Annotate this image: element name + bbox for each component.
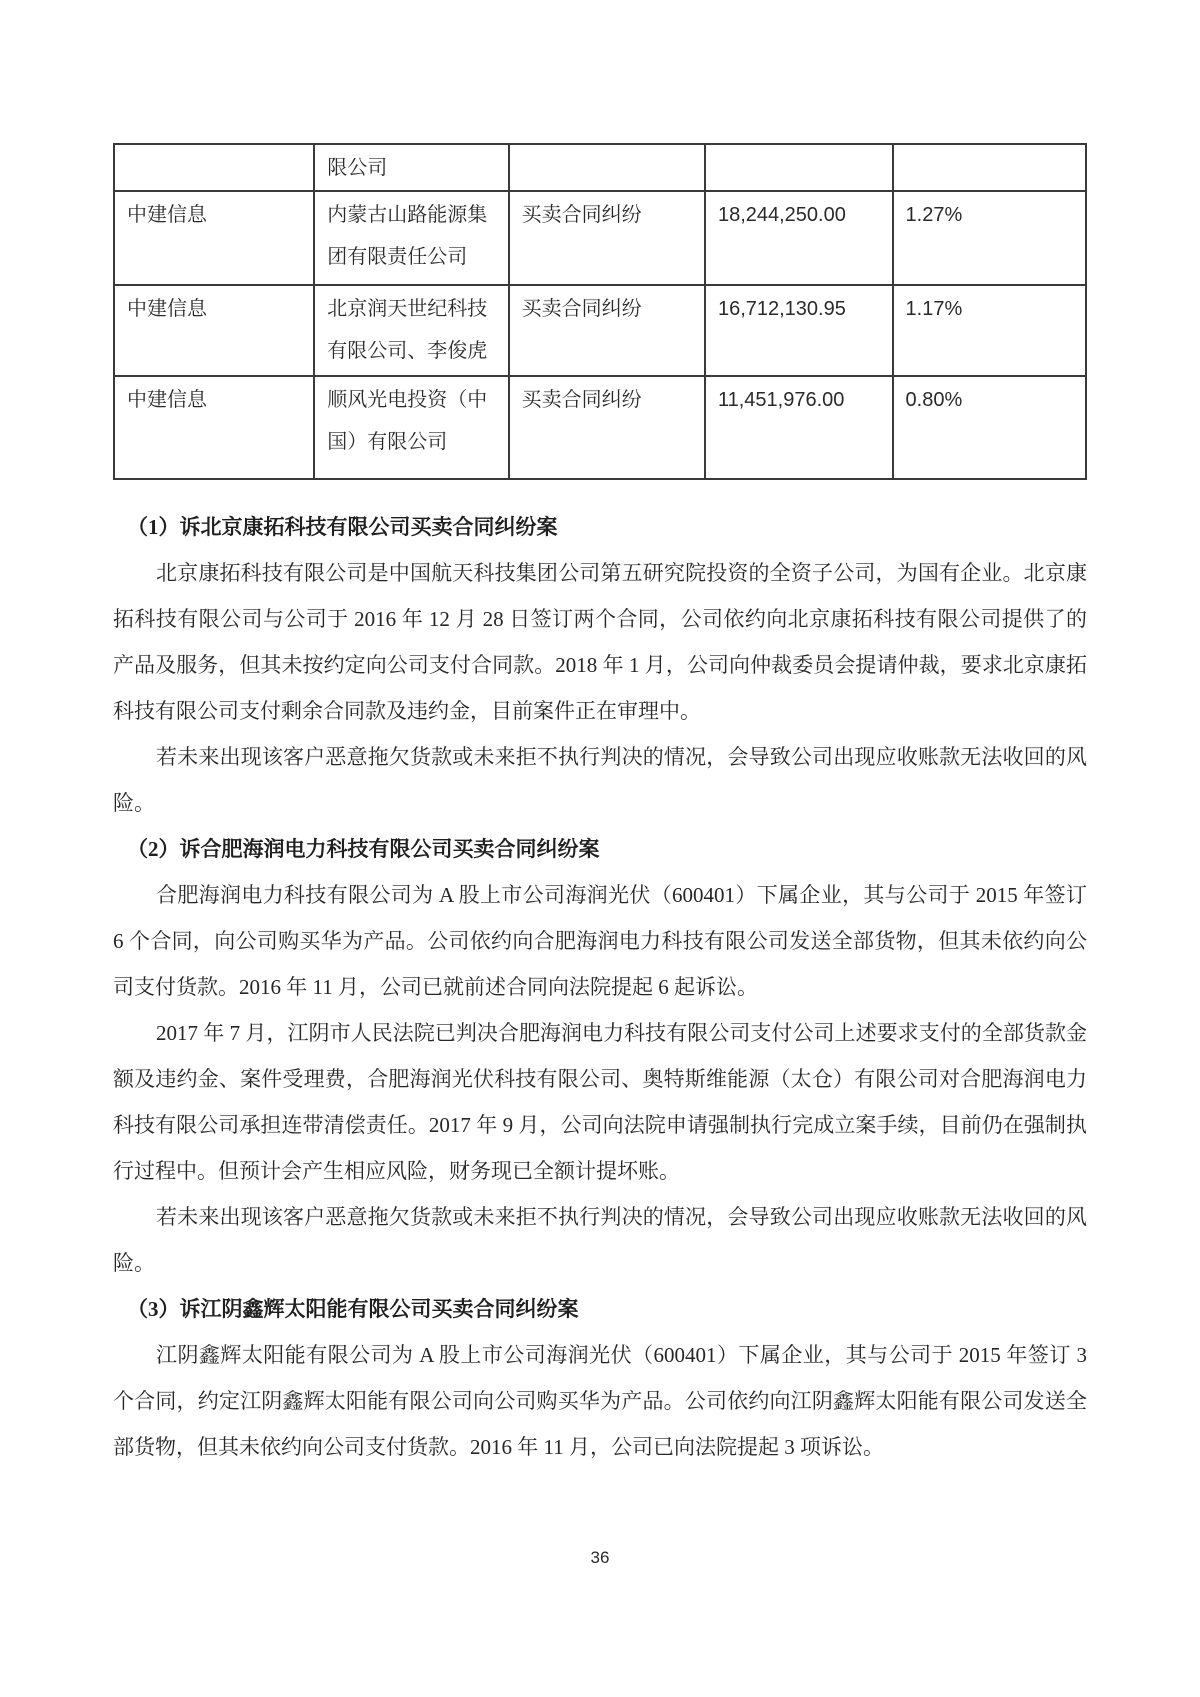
cell-percentage: 0.80% [893,376,1086,479]
table-row [114,144,1086,191]
cell-amount: 16,712,130.95 [705,285,893,376]
cell-dispute-type: 买卖合同纠纷 [509,191,705,285]
cell-dispute-type: 买卖合同纠纷 [509,285,705,376]
paragraph: 江阴鑫辉太阳能有限公司为 A 股上市公司海润光伏（600401）下属企业，其与公司于 2015 年签订 3 个合同，约定江阴鑫辉太阳能有限公司向公司购买华为产品。公司依约向江阴鑫辉太阳能有限公司发送全部货物，但其未依约向公司支付货款。2016 年 11 月，公司已向法院提起 3 项诉讼。 [113,1343,1087,1459]
cell-company: 中建信息 [114,191,314,285]
section-heading: （1）诉北京康拓科技有限公司买卖合同纠纷案 [127,515,558,539]
cell-percentage: 1.17% [893,285,1086,376]
page-content [113,143,1087,1470]
cell-counterparty: 内蒙古山路能源集团有限责任公司 [314,191,508,285]
section-heading: （2）诉合肥海润电力科技有限公司买卖合同纠纷案 [127,837,600,861]
cell-percentage: 1.27% [893,191,1086,285]
table-row [114,376,1086,479]
section-2 [113,826,1087,1286]
cell-counterparty: 限公司 [314,144,508,191]
page-number: 36 [590,1548,610,1567]
section-1 [113,504,1087,826]
paragraph: 若未来出现该客户恶意拖欠货款或未来拒不执行判决的情况，会导致公司出现应收账款无法收回的风险。 [113,1205,1087,1275]
paragraph: 若未来出现该客户恶意拖欠货款或未来拒不执行判决的情况，会导致公司出现应收账款无法收回的风险。 [113,745,1087,815]
paragraph: 2017 年 7 月，江阴市人民法院已判决合肥海润电力科技有限公司支付公司上述要求支付的全部货款金额及违约金、案件受理费，合肥海润光伏科技有限公司、奥特斯维能源（太仓）有限公司对合肥海润电力科技有限公司承担连带清偿责任。2017 年 9 月，公司向法院申请强制执行完成立案手续，目前仍在强制执行过程中。但预计会产生相应风险，财务现已全额计提坏账。 [113,1021,1087,1183]
cell-dispute-type [509,144,705,191]
cell-dispute-type: 买卖合同纠纷 [509,376,705,479]
cell-percentage [893,144,1086,191]
cell-counterparty: 北京润天世纪科技有限公司、李俊虎 [314,285,508,376]
cell-amount: 11,451,976.00 [705,376,893,479]
cell-company: 中建信息 [114,376,314,479]
table-row [114,191,1086,285]
cell-amount: 18,244,250.00 [705,191,893,285]
cell-company: 中建信息 [114,285,314,376]
cell-company [114,144,314,191]
table-row [114,285,1086,376]
paragraph: 北京康拓科技有限公司是中国航天科技集团公司第五研究院投资的全资子公司，为国有企业。北京康拓科技有限公司与公司于 2016 年 12 月 28 日签订两个合同，公司依约向北京康拓科技有限公司提供了的产品及服务，但其未按约定向公司支付合同款。2018 年 1 月，公司向仲裁委员会提请仲裁，要求北京康拓科技有限公司支付剩余合同款及违约金，目前案件正在审理中。 [113,561,1087,723]
paragraph: 合肥海润电力科技有限公司为 A 股上市公司海润光伏（600401）下属企业，其与公司于 2015 年签订 6 个合同，向公司购买华为产品。公司依约向合肥海润电力科技有限公司发送全部货物，但其未依约向公司支付货款。2016 年 11 月，公司已就前述合同向法院提起 6 起诉讼。 [113,883,1087,999]
cell-counterparty: 顺风光电投资（中国）有限公司 [314,376,508,479]
litigation-table [113,143,1087,480]
body-text [113,504,1087,1470]
section-3 [113,1286,1087,1470]
section-heading: （3）诉江阴鑫辉太阳能有限公司买卖合同纠纷案 [127,1297,579,1321]
cell-amount [705,144,893,191]
